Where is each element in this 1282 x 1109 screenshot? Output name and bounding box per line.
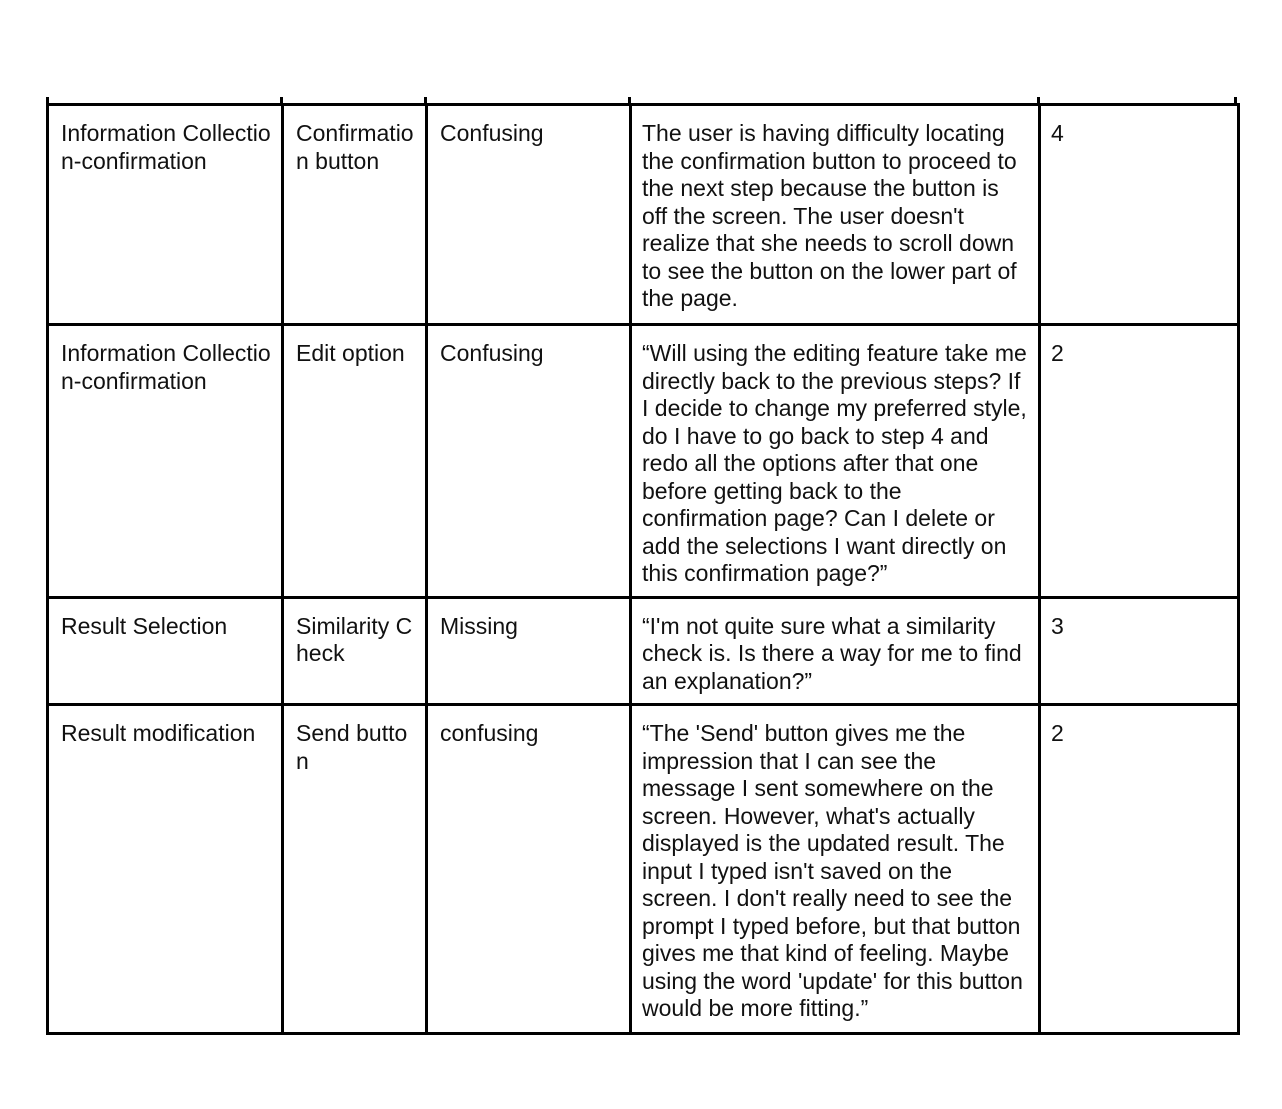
table-row bbox=[48, 105, 1239, 325]
location-cell: Result Selection bbox=[48, 597, 283, 705]
usability-issues-table bbox=[46, 103, 1240, 1035]
severity-cell: 3 bbox=[1040, 597, 1239, 705]
description-cell: “Will using the editing feature take me directly back to the previous steps? If I decide to change my preferred style, do I have to go back to step 4 and redo all the options after that one before getting back to the confirmation page? Can I delete or add the selections I want directly on this confirmation page?” bbox=[631, 325, 1040, 598]
location-cell: Result modification bbox=[48, 705, 283, 1034]
table-row bbox=[48, 597, 1239, 705]
table-row bbox=[48, 705, 1239, 1034]
element-cell: Send button bbox=[283, 705, 427, 1034]
description-cell: “I'm not quite sure what a similarity check is. Is there a way for me to find an explanation?” bbox=[631, 597, 1040, 705]
location-cell: Information Collection-confirmation bbox=[48, 325, 283, 598]
element-cell: Edit option bbox=[283, 325, 427, 598]
table-row bbox=[48, 325, 1239, 598]
description-cell: “The 'Send' button gives me the impression that I can see the message I sent somewhere on the screen. However, what's actually displayed is the updated result. The input I typed isn't saved on the screen. I don't really need to see the prompt I typed before, but that button gives me that kind of feeling. Maybe using the word 'update' for this button would be more fitting.” bbox=[631, 705, 1040, 1034]
severity-cell: 4 bbox=[1040, 105, 1239, 325]
element-cell: Confirmation button bbox=[283, 105, 427, 325]
element-cell: Similarity Check bbox=[283, 597, 427, 705]
issue-type-cell: Confusing bbox=[427, 325, 631, 598]
severity-cell: 2 bbox=[1040, 705, 1239, 1034]
issue-type-cell: confusing bbox=[427, 705, 631, 1034]
location-cell: Information Collection-confirmation bbox=[48, 105, 283, 325]
description-cell: The user is having difficulty locating the confirmation button to proceed to the next step because the button is off the screen. The user doesn't realize that she needs to scroll down to see the button on the lower part of the page. bbox=[631, 105, 1040, 325]
issue-type-cell: Confusing bbox=[427, 105, 631, 325]
severity-cell: 2 bbox=[1040, 325, 1239, 598]
issue-type-cell: Missing bbox=[427, 597, 631, 705]
